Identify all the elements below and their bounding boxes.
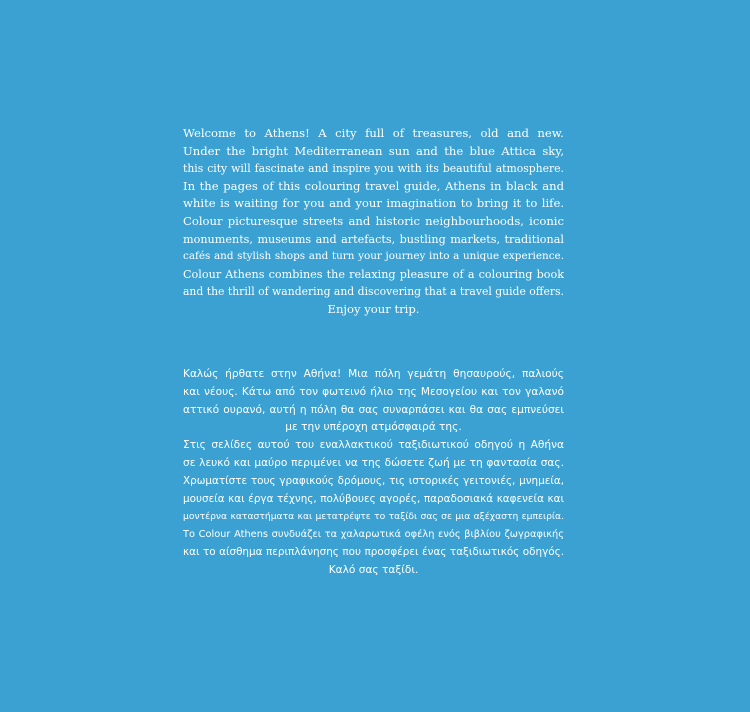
greek-line: αττικό ουρανό, αυτή η πόλη θα σας συναρπάσει και θα σας εμπνεύσει	[183, 403, 564, 416]
english-line: Colour Athens combines the relaxing pleasure of a colouring book	[183, 267, 564, 281]
greek-line: Το Colour Athens συνδυάζει τα χαλαρωτικά οφέλη ενός βιβλίου ζωγραφικής	[183, 529, 564, 541]
greek-line: μοντέρνα καταστήματα και μετατρέψτε το ταξίδι σας σε μια αξέχαστη εμπειρία.	[183, 511, 564, 523]
greek-intro-paragraph	[183, 366, 564, 580]
english-line: cafés and stylish shops and turn your journey into a unique experience.	[183, 250, 564, 263]
greek-line: και νέους. Κάτω από τον φωτεινό ήλιο της Μεσογείου και τον γαλανό	[183, 385, 564, 398]
english-line: and the thrill of wandering and discovering that a travel guide offers.	[183, 285, 564, 299]
greek-line: με την υπέροχη ατμόσφαιρά της.	[285, 421, 462, 434]
english-intro-paragraph	[183, 125, 564, 319]
english-line: white is waiting for you and your imagination to bring it to life.	[183, 196, 564, 211]
greek-line: σε λευκό και μαύρο περιμένει να της δώσετε ζωή με τη φαντασία σας.	[183, 456, 564, 469]
english-line: In the pages of this colouring travel guide, Athens in black and	[183, 178, 564, 193]
english-line: Colour picturesque streets and historic neighbourhoods, iconic	[183, 213, 564, 228]
english-line: this city will fascinate and inspire you with its beautiful atmosphere.	[183, 162, 564, 176]
english-closing-line: Enjoy your trip.	[327, 301, 420, 316]
greek-line: Καλώς ήρθατε στην Αθήνα! Μια πόλη γεμάτη θησαυρούς, παλιούς	[183, 368, 564, 380]
greek-closing-line: Καλό σας ταξίδι.	[328, 563, 419, 576]
greek-line: Χρωματίστε τους γραφικούς δρόμους, τις ιστορικές γειτονιές, μνημεία,	[183, 474, 564, 487]
greek-line: μουσεία και έργα τέχνης, πολύβουες αγορές, παραδοσιακά καφενεία και	[183, 492, 564, 505]
english-line: monuments, museums and artefacts, bustling markets, traditional	[183, 232, 564, 246]
greek-line: και το αίσθημα περιπλάνησης που προσφέρει ένας ταξιδιωτικός οδηγός.	[183, 545, 564, 558]
greek-line: Στις σελίδες αυτού του εναλλακτικού ταξιδιωτικού οδηγού η Αθήνα	[183, 439, 564, 452]
english-line: Under the bright Mediterranean sun and the blue Attica sky,	[183, 143, 564, 158]
english-line: Welcome to Athens! A city full of treasures, old and new.	[183, 126, 564, 140]
